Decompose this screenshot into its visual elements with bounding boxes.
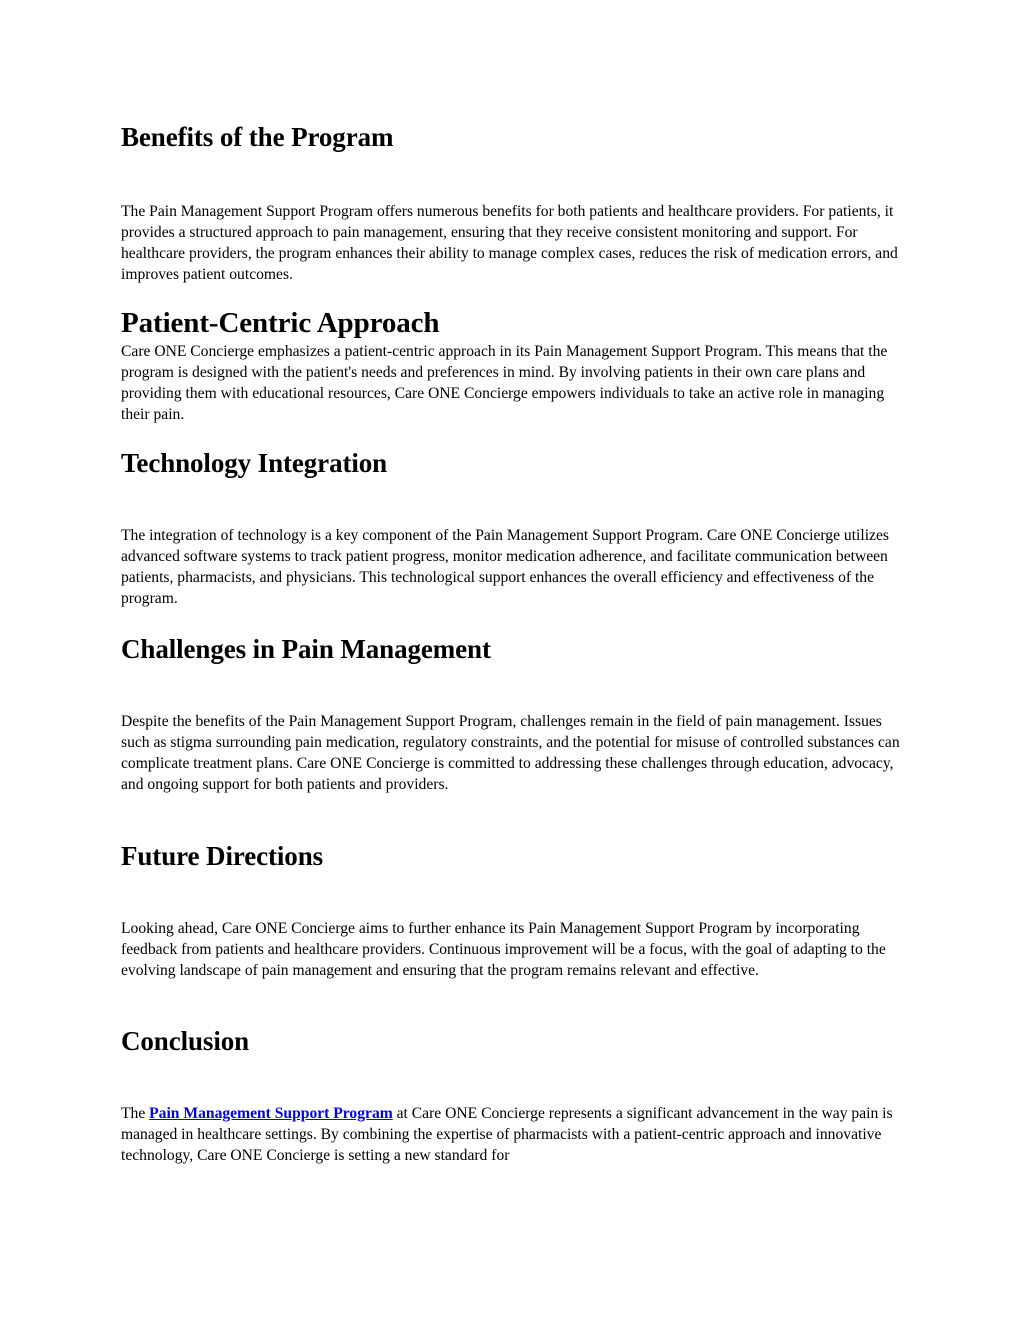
heading-conclusion: Conclusion: [121, 1026, 250, 1056]
section-technology: [121, 447, 911, 609]
section-conclusion: [121, 1025, 911, 1166]
heading-challenges: Challenges in Pain Management: [121, 634, 491, 664]
conclusion-prefix: The: [121, 1105, 150, 1122]
heading-patient-centric: Patient-Centric Approach: [121, 307, 440, 339]
conclusion-suffix: at Care ONE Concierge represents a significant advancement in the way pain is managed in healthcare settings. By combining the expertise of pharmacists with a patient-centric approach and innovative technology, Care ONE Concierge is setting a new standard for: [121, 1105, 893, 1164]
pain-management-link[interactable]: Pain Management Support Program: [149, 1105, 393, 1122]
heading-technology: Technology Integration: [121, 448, 388, 478]
paragraph-challenges: Despite the benefits of the Pain Management Support Program, challenges remain in the field of pain management. Issues such as stigma surrounding pain medication, regulatory constraints, and the potential for misuse of controlled substances can complicate treatment plans. Care ONE Concierge is committed to addressing these challenges through education, advocacy, and ongoing support for both patients and providers.: [121, 713, 900, 793]
paragraph-patient-centric: Care ONE Concierge emphasizes a patient-centric approach in its Pain Management Support Program. This means that the program is designed with the patient's needs and preferences in mind. By involving patients in their own care plans and providing them with educational resources, Care ONE Concierge empowers individuals to take an active role in managing their pain.: [121, 343, 888, 423]
heading-benefits: Benefits of the Program: [121, 122, 394, 152]
section-patient-centric: [121, 307, 911, 425]
paragraph-technology: The integration of technology is a key component of the Pain Management Support Program. Care ONE Concierge utilizes advanced software systems to track patient progress, monitor medication adherence, and facilitate communication between patients, pharmacists, and physicians. This technological support enhances the overall efficiency and effectiveness of the program.: [121, 527, 889, 607]
paragraph-benefits: The Pain Management Support Program offers numerous benefits for both patients and healthcare providers. For patients, it provides a structured approach to pain management, ensuring that they receive consistent monitoring and support. For healthcare providers, the program enhances their ability to manage complex cases, reduces the risk of medication errors, and improves patient outcomes.: [121, 203, 898, 283]
section-benefits: [121, 121, 911, 285]
section-challenges: [121, 633, 911, 795]
paragraph-conclusion: [121, 1103, 911, 1166]
heading-future: Future Directions: [121, 841, 324, 871]
section-future: [121, 840, 911, 981]
paragraph-future: Looking ahead, Care ONE Concierge aims to further enhance its Pain Management Support Program by incorporating feedback from patients and healthcare providers. Continuous improvement will be a focus, with the goal of adapting to the evolving landscape of pain management and ensuring that the program remains relevant and effective.: [121, 920, 886, 979]
